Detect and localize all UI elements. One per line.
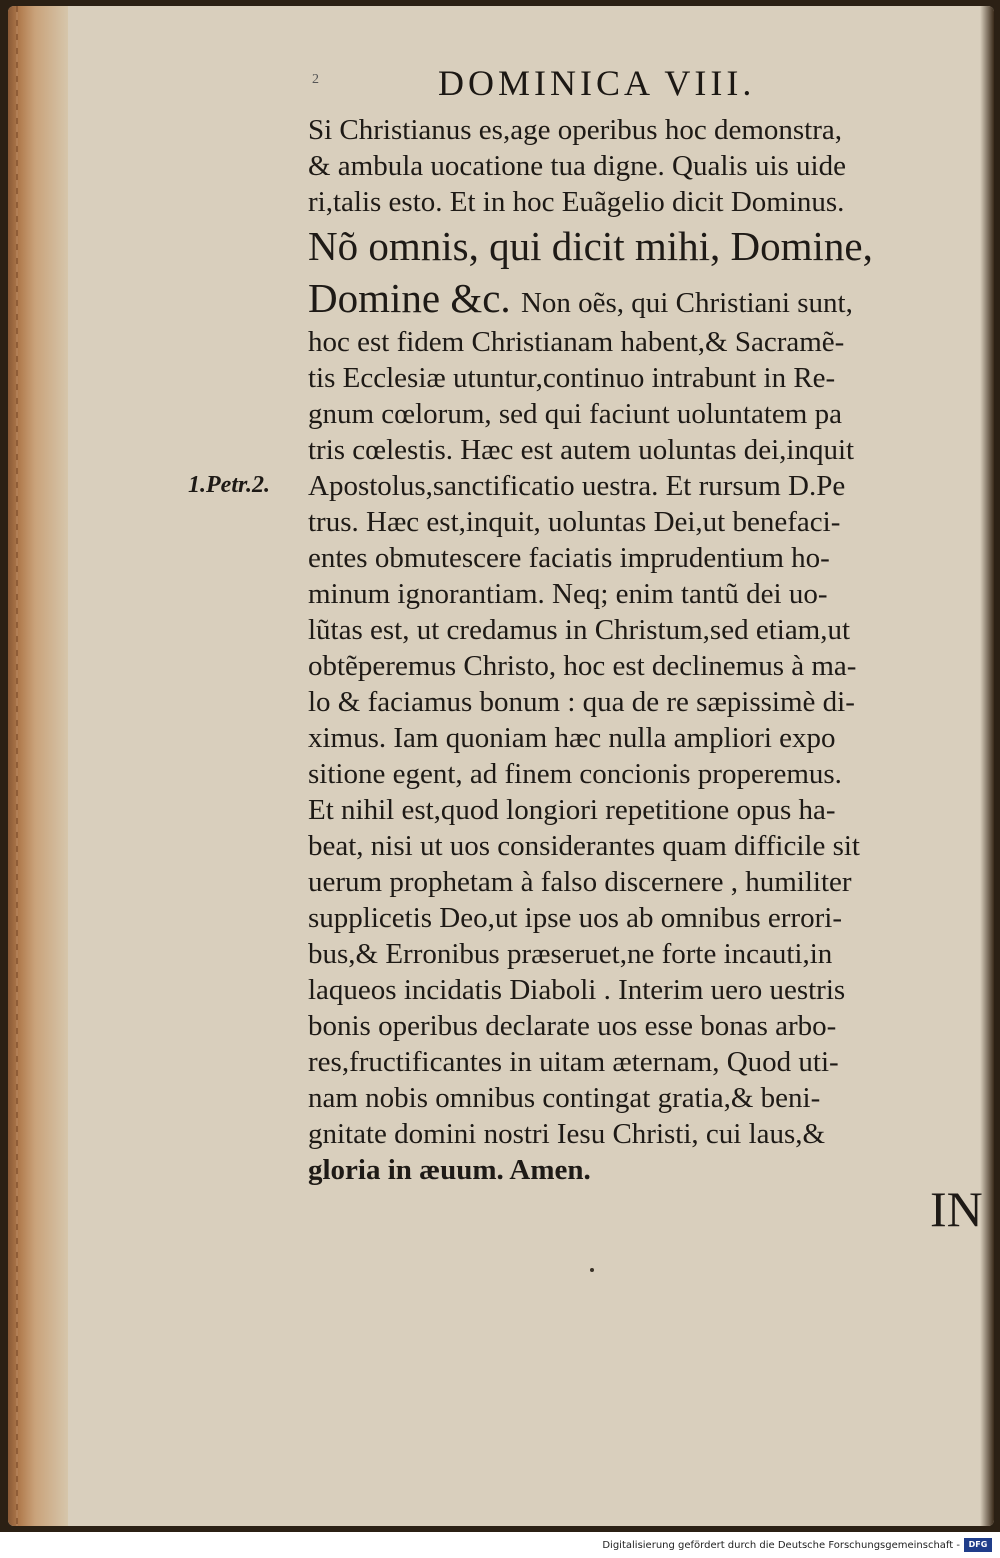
text-line: obtẽperemus Christo, hoc est declinemus à ma- [308,650,857,682]
text-line: trus. Hæc est,inquit, uoluntas Dei,ut benefaci- [308,506,841,538]
text-line: tris cœlestis. Hæc est autem uoluntas dei,inquit [308,434,855,466]
text-line: laqueos incidatis Diaboli . Interim uero uestris [308,974,846,1006]
page-mark: 2 [312,72,319,87]
text-line: res,fructificantes in uitam æternam, Quod uti- [308,1046,839,1078]
text-line: lũtas est, ut credamus in Christum,sed etiam,ut [308,614,851,646]
text-line: nam nobis omnibus contingat gratia,& beni- [308,1082,821,1114]
text-line: Apostolus,sanctificatio uestra. Et rursum D.Pe [308,470,846,502]
text-line: bus,& Erronibus præseruet,ne forte incauti,in [308,938,833,970]
text-line: uerum prophetam à falso discernere , humiliter [308,866,852,898]
text-line: hoc est fidem Christianam habent,& Sacramẽ- [308,326,845,358]
text-line: minum ignorantiam. Neq; enim tantũ dei uo- [308,578,828,610]
text-line: ri,talis esto. Et in hoc Euãgelio dicit Dominus. [308,186,845,218]
text-line: beat, nisi ut uos considerantes quam difficile sit [308,830,860,862]
footer-credit: Digitalisierung gefördert durch die Deutsche Forschungsgemeinschaft - [602,1540,960,1551]
dfg-logo-icon: DFG [964,1538,992,1552]
ink-dot [590,1268,594,1272]
text-line: ximus. Iam quoniam hæc nulla ampliori expo [308,722,836,754]
text-line: Si Christianus es,age operibus hoc demonstra, [308,114,842,146]
closing-line: gloria in æuum. Amen. [308,1154,591,1186]
text-line: sitione egent, ad finem concionis properemus. [308,758,842,790]
text-line-continuation: Non oẽs, qui Christiani sunt, [520,287,853,319]
quote-line: Nõ omnis, qui dicit mihi, Domine, [308,223,873,269]
text-line: gnitate domini nostri Iesu Christi, cui laus,& [308,1118,826,1150]
page-edge [8,6,68,1526]
margin-note: 1.Petr.2. [188,472,270,498]
text-line: gnum cœlorum, sed qui faciunt uoluntatem pa [308,398,842,430]
quote-text: Domine &c. [308,275,511,321]
footer [0,1532,1000,1558]
catchword: IN [930,1181,983,1237]
quote-line [308,272,988,324]
text-line: bonis operibus declarate uos esse bonas arbo- [308,1010,837,1042]
text-line: & ambula uocatione tua digne. Qualis uis uide [308,150,846,182]
text-line: supplicetis Deo,ut ipse uos ab omnibus errori- [308,902,842,934]
text-line: Et nihil est,quod longiori repetitione opus ha- [308,794,836,826]
text-block [308,112,988,1188]
text-line: tis Ecclesiæ utuntur,continuo intrabunt in Re- [308,362,836,394]
text-line: entes obmutescere faciatis imprudentium ho- [308,542,830,574]
text-line: lo & faciamus bonum : qua de re sæpissimè di- [308,686,855,718]
running-head: DOMINICA VIII. [438,63,756,103]
